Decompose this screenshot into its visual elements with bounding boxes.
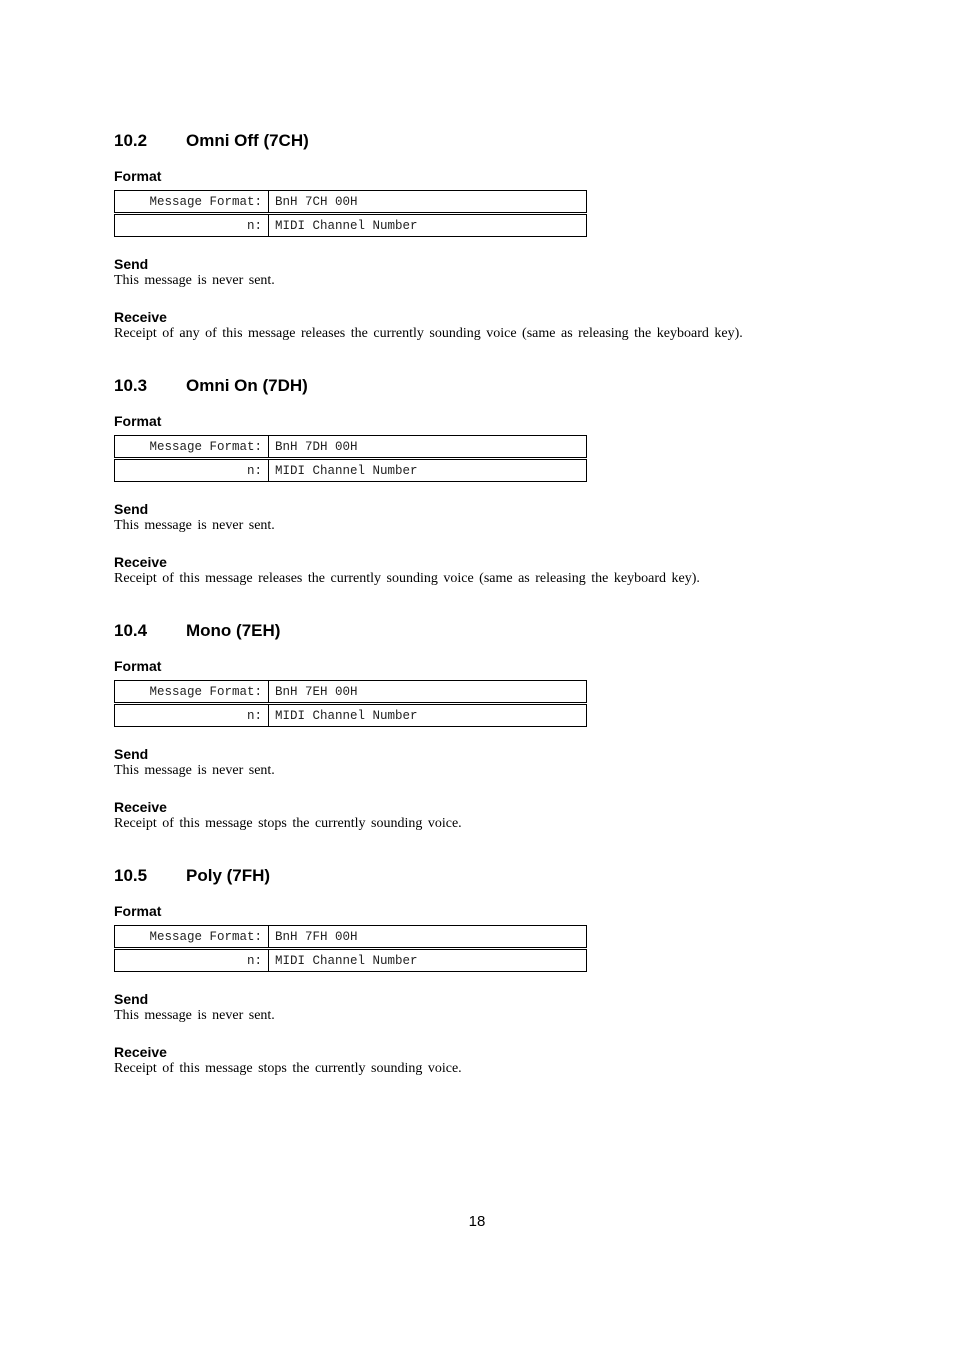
message-format-label: Message Format: <box>115 436 269 459</box>
table-row <box>115 191 587 214</box>
receive-heading: Receive <box>114 1044 167 1060</box>
table-row <box>115 949 587 972</box>
receive-heading: Receive <box>114 554 167 570</box>
channel-value: MIDI Channel Number <box>269 459 587 482</box>
section-heading <box>114 866 270 886</box>
section-number: 10.2 <box>114 131 148 150</box>
receive-text: Receipt of any of this message releases the currently sounding voice (same as releasing the keyboard key). <box>114 326 743 341</box>
section-heading <box>114 131 309 151</box>
channel-value: MIDI Channel Number <box>269 949 587 972</box>
section-heading <box>114 376 308 396</box>
format-heading: Format <box>114 168 162 184</box>
format-heading: Format <box>114 903 162 919</box>
section-title: Mono (7EH) <box>186 621 281 640</box>
section-title: Omni On (7DH) <box>186 376 308 395</box>
channel-label: n: <box>115 459 269 482</box>
message-format-value: BnH 7FH 00H <box>269 926 587 949</box>
section-title: Omni Off (7CH) <box>186 131 309 150</box>
message-format-label: Message Format: <box>115 191 269 214</box>
send-text: This message is never sent. <box>114 1008 275 1023</box>
channel-label: n: <box>115 214 269 237</box>
section-heading <box>114 621 280 641</box>
format-table <box>114 925 587 972</box>
format-table <box>114 435 587 482</box>
table-row <box>115 681 587 704</box>
channel-label: n: <box>115 704 269 727</box>
format-table <box>114 680 587 727</box>
message-format-label: Message Format: <box>115 681 269 704</box>
section-number: 10.4 <box>114 621 148 640</box>
receive-text: Receipt of this message stops the currently sounding voice. <box>114 816 462 831</box>
format-heading: Format <box>114 413 162 429</box>
send-text: This message is never sent. <box>114 763 275 778</box>
channel-value: MIDI Channel Number <box>269 704 587 727</box>
message-format-value: BnH 7EH 00H <box>269 681 587 704</box>
send-heading: Send <box>114 991 149 1007</box>
message-format-label: Message Format: <box>115 926 269 949</box>
receive-heading: Receive <box>114 309 167 325</box>
table-row <box>115 459 587 482</box>
receive-text: Receipt of this message stops the currently sounding voice. <box>114 1061 462 1076</box>
send-text: This message is never sent. <box>114 273 275 288</box>
message-format-value: BnH 7CH 00H <box>269 191 587 214</box>
receive-text: Receipt of this message releases the currently sounding voice (same as releasing the keyboard key). <box>114 571 700 586</box>
section-number: 10.3 <box>114 376 148 395</box>
send-text: This message is never sent. <box>114 518 275 533</box>
table-row <box>115 704 587 727</box>
table-row <box>115 436 587 459</box>
table-row <box>115 926 587 949</box>
send-heading: Send <box>114 746 149 762</box>
receive-heading: Receive <box>114 799 167 815</box>
channel-value: MIDI Channel Number <box>269 214 587 237</box>
format-table <box>114 190 587 237</box>
channel-label: n: <box>115 949 269 972</box>
section-number: 10.5 <box>114 866 148 885</box>
section-title: Poly (7FH) <box>186 866 271 885</box>
page-number: 18 <box>468 1213 486 1230</box>
message-format-value: BnH 7DH 00H <box>269 436 587 459</box>
format-heading: Format <box>114 658 162 674</box>
send-heading: Send <box>114 501 149 517</box>
table-row <box>115 214 587 237</box>
send-heading: Send <box>114 256 149 272</box>
